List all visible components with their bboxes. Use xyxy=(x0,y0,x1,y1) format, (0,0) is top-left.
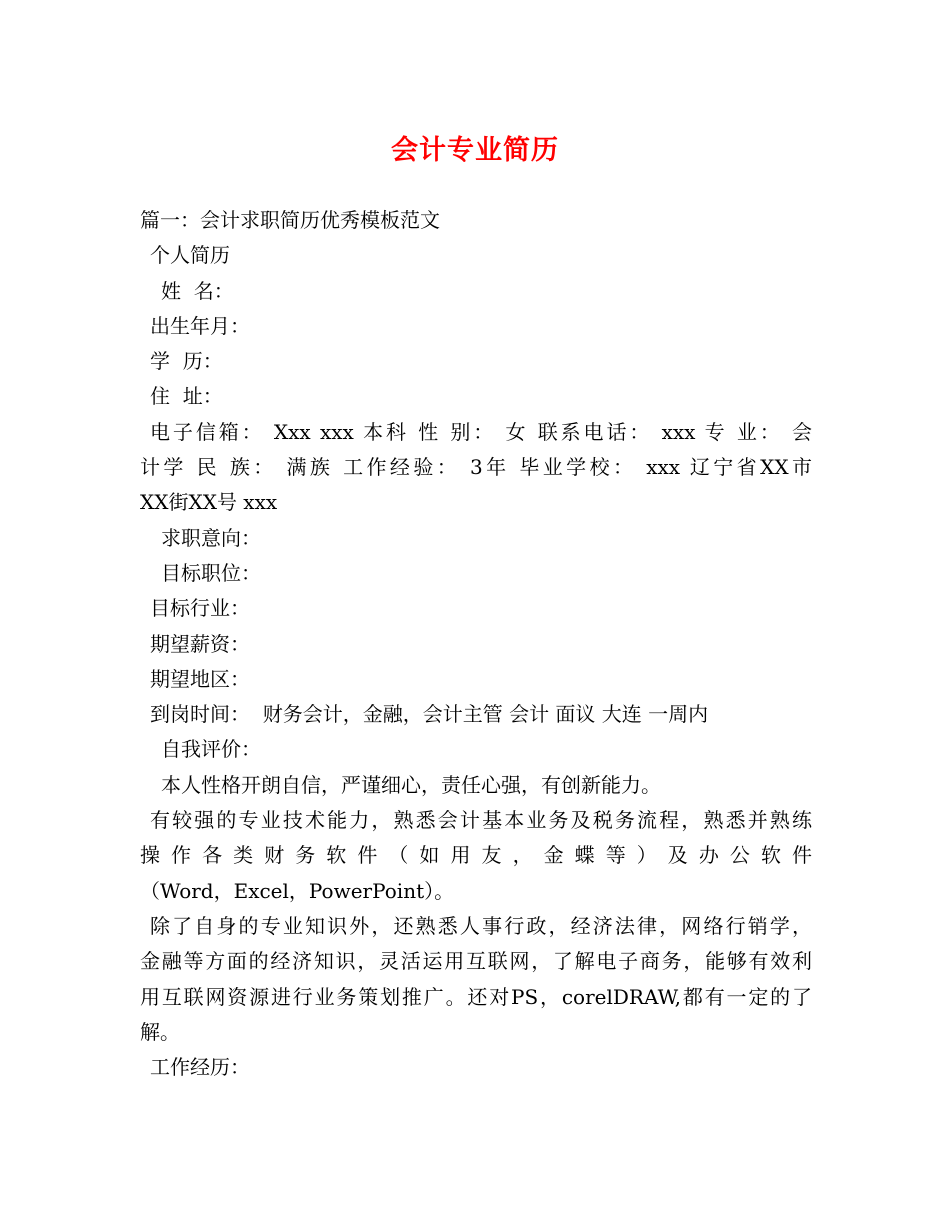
field-birth-date: 出生年月： xyxy=(150,313,250,338)
field-target-industry: 目标行业： xyxy=(150,596,250,621)
work-experience-heading: 工作经历： xyxy=(150,1055,250,1080)
job-intention-heading: 求职意向： xyxy=(161,525,261,550)
field-name: 姓 名： xyxy=(161,278,234,303)
contact-info-line-3: XX街XX号 xxx xyxy=(140,490,278,515)
document-title: 会计专业简历 xyxy=(391,135,559,166)
field-education: 学 历： xyxy=(150,349,223,374)
knowledge-paragraph-line-2: 金融等方面的经济知识，灵活运用互联网，了解电子商务，能够有效利 xyxy=(140,949,812,974)
document-body xyxy=(140,203,812,1085)
self-evaluation-heading: 自我评价： xyxy=(161,737,261,762)
field-start-time: 到岗时间： 财务会计，金融，会计主管 会计 面议 大连 一周内 xyxy=(150,702,709,727)
subsection-heading: 个人简历 xyxy=(150,243,230,268)
contact-info-line-1: 电子信箱： Xxx xxx 本科 性 别： 女 联系电话： xxx 专 业： 会 xyxy=(150,419,812,444)
knowledge-paragraph-line-1: 除了自身的专业知识外，还熟悉人事行政，经济法律，网络行销学， xyxy=(150,913,812,938)
field-target-position: 目标职位： xyxy=(161,560,261,585)
field-expected-region: 期望地区： xyxy=(150,666,250,691)
knowledge-paragraph-line-3: 用互联网资源进行业务策划推广。还对PS，corelDRAW,都有一定的了 xyxy=(140,984,812,1009)
section-heading: 篇一：会计求职简历优秀模板范文 xyxy=(140,208,440,232)
field-address: 住 址： xyxy=(150,384,223,409)
field-expected-salary: 期望薪资： xyxy=(150,631,250,656)
self-evaluation-text: 本人性格开朗自信，严谨细心，责任心强，有创新能力。 xyxy=(161,772,661,797)
knowledge-paragraph-line-4: 解。 xyxy=(140,1019,180,1044)
contact-info-line-2: 计学 民 族： 满族 工作经验： 3年 毕业学校： xxx 辽宁省XX市 xyxy=(140,455,812,480)
skills-paragraph-line-1: 有较强的专业技术能力，熟悉会计基本业务及税务流程，熟悉并熟练 xyxy=(150,808,812,833)
skills-paragraph-line-2: 操 作 各 类 财 务 软 件 （ 如 用 友 ， 金 蝶 等 ） 及 办 公 软 件 xyxy=(140,843,812,868)
skills-paragraph-line-3: （Word，Excel，PowerPoint）。 xyxy=(140,878,455,903)
